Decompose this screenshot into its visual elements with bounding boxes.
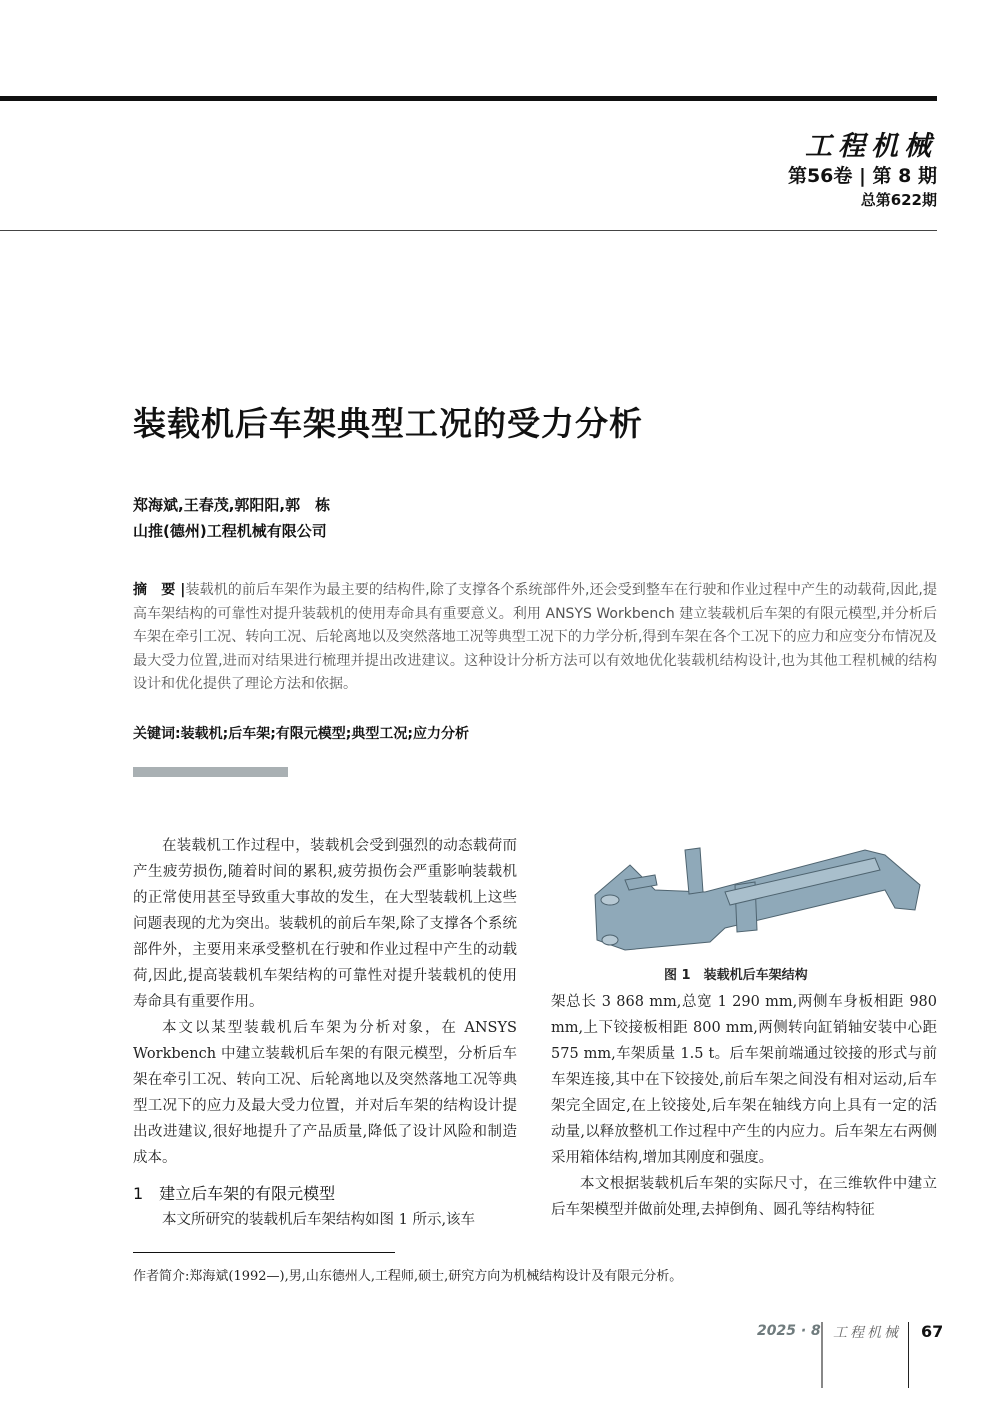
frame-post	[685, 848, 703, 894]
total-issue: 总第622期	[860, 191, 937, 209]
authors: 郑海斌,王春茂,郭阳阳,郭 栋	[133, 496, 331, 514]
footer-journal-logo: 工程机械	[833, 1325, 901, 1341]
hinge-hole	[601, 895, 619, 905]
journal-logo: 工程机械	[805, 131, 937, 162]
decorative-bar	[133, 767, 288, 777]
paragraph: 本文所研究的装载机后车架结构如图 1 所示,该车	[162, 1212, 476, 1228]
figure-caption: 图 1 装载机后车架结构	[664, 968, 808, 983]
keywords: 关键词:装载机;后车架;有限元模型;典型工况;应力分析	[133, 726, 469, 742]
right-column	[551, 989, 937, 1223]
page-number: 67	[921, 1322, 944, 1341]
left-column	[133, 833, 517, 1233]
hinge-hole	[602, 935, 618, 945]
author-footnote: 作者简介:郑海斌(1992—),男,山东德州人,工程师,硕士,研究方向为机械结构设计及有限元分析。	[133, 1269, 683, 1284]
author-block	[133, 492, 330, 544]
abstract-label: 摘 要 |	[133, 582, 186, 598]
footer-date: 2025 · 8	[757, 1323, 821, 1339]
figure-rear-frame	[585, 830, 937, 965]
article-title: 装载机后车架典型工况的受力分析	[133, 404, 643, 443]
paragraph: 本文以某型装载机后车架为分析对象，在 ANSYS Workbench 中建立装载机后车架的有限元模型，分析后车架在牵引工况、转向工况、后轮离地以及突然落地工况等典型工况下的应力及最大受力位置，并对后车架的结构设计提出改进建议,很好地提升了产品质量,降低了设计风险和制造成本。	[133, 1020, 517, 1166]
section-heading: 1 建立后车架的有限元模型	[133, 1184, 336, 1203]
footnote-rule	[133, 1252, 395, 1253]
paragraph: 本文根据装载机后车架的实际尺寸，在三维软件中建立后车架模型并做前处理,去掉倒角、圆孔等结构特征	[551, 1176, 937, 1218]
abstract	[133, 579, 937, 697]
top-rule	[0, 96, 937, 101]
footer-divider	[908, 1322, 909, 1388]
header-divider	[0, 230, 937, 231]
paragraph: 在装载机工作过程中，装载机会受到强烈的动态载荷而产生疲劳损伤,随着时间的累积,疲劳损伤会严重影响装载机的正常使用甚至导致重大事故的发生，在大型装载机上这些问题表现的尤为突出。装载机的前后车架,除了支撑各个系统部件外，主要用来承受整机在行驶和作业过程中产生的动载荷,因此,提高装载机车架结构的可靠性对提升装载机的使用寿命具有重要作用。	[133, 838, 517, 1010]
volume-issue: 第56卷 | 第 8 期	[787, 165, 937, 187]
footer-divider	[821, 1322, 823, 1388]
paragraph: 架总长 3 868 mm,总宽 1 290 mm,两侧车身板相距 980 mm,上下铰接板相距 800 mm,两侧转向缸销轴安装中心距 575 mm,车架质量 1.5 t。后车架前端通过铰接的形式与前车架连接,其中在下铰接处,前后车架之间没有相对运动,后车架完全固定,在上铰接处,后车架在轴线方向上具有一定的活动量,以释放整机工作过程中产生的内应力。后车架左右两侧采用箱体结构,增加其刚度和强度。	[551, 994, 937, 1166]
abstract-text: 装载机的前后车架作为最主要的结构件,除了支撑各个系统部件外,还会受到整车在行驶和作业过程中产生的动载荷,因此,提高车架结构的可靠性对提升装载机的使用寿命具有重要意义。利用 ANSYS Workbench 建立装载机后车架的有限元模型,并分析后车架在牵引工况、转向工况、后轮离地以及突然落地工况等典型工况下的力学分析,得到车架在各个工况下的应力和应变分布情况及最大受力位置,进而对结果进行梳理并提出改进建议。这种设计分析方法可以有效地优化装载机结构设计,也为其他工程机械的结构设计和优化提供了理论方法和依据。	[133, 582, 937, 693]
affiliation: 山推(德州)工程机械有限公司	[133, 522, 327, 540]
